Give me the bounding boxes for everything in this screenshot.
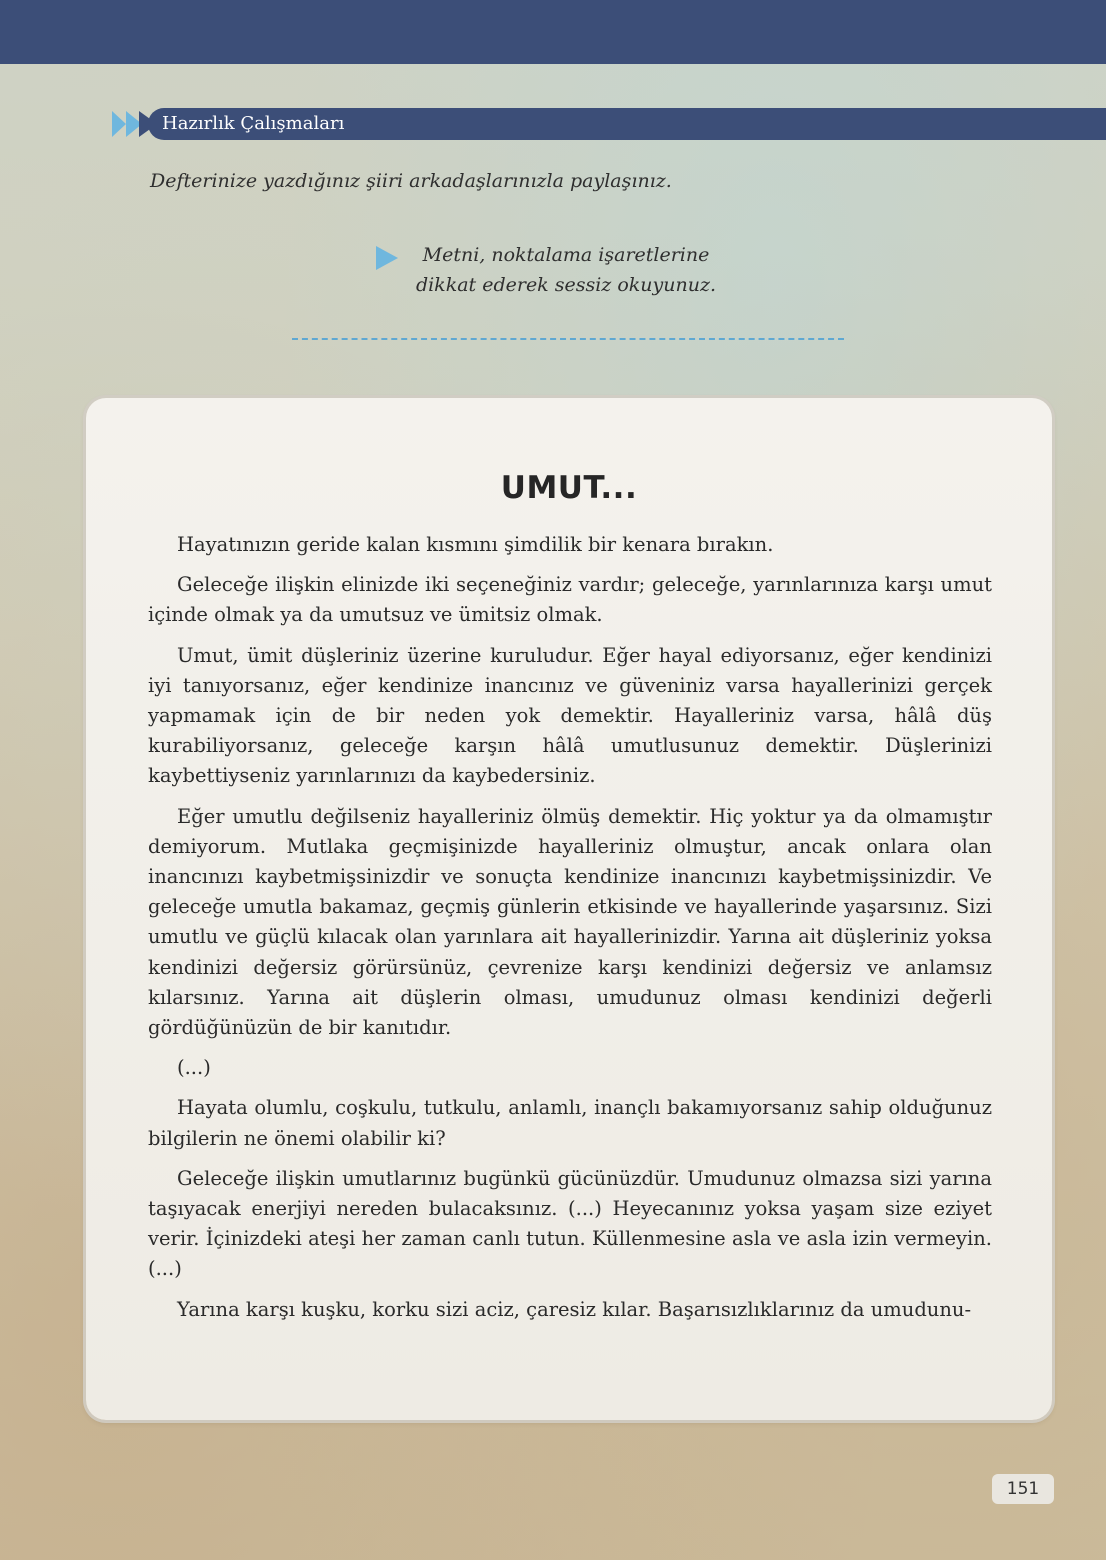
page-number: 151 xyxy=(992,1474,1054,1504)
article-title: UMUT... xyxy=(500,470,638,506)
paragraph: Geleceğe ilişkin umutlarınız bugünkü gücünüzdür. Umudunuz olmazsa sizi yarına taşıyacak enerjiyi nereden bulacaksınız. (...) Heyecanınız yoksa yaşam size eziyet verir. İçinizdeki ateşi her zaman canlı tutun. Küllenmesine asla ve asla izin vermeyin. (...) xyxy=(148,1166,992,1281)
paragraph: (...) xyxy=(177,1056,211,1080)
article-body xyxy=(148,530,992,1335)
chevron-right-icon xyxy=(139,111,157,137)
paragraph: Eğer umutlu değilseniz hayalleriniz ölmüş demektir. Hiç yoktur ya da olmamıştır demiyorum. Mutlaka geçmişinizde hayalleriniz olmuştur, ancak onlara olan inancınızı kaybetmişsinizdir ve sonuçta kendinize inancınızı kaybetmişsinizdir. Ve geleceğe umutla bakamaz, geçmiş günlerin etkisinde ve hayallerinde yaşarsınız. Sizi umutlu ve güçlü kılacak olan yarınlara ait hayallerinizdir. Yarına ait düşleriniz yoksa kendinizi değersiz görürsünüz, çevrenize karşı kendinizi değersiz ve anlamsız kılarsınız. Yarına ait düşlerin olması, umudunuz olması kendinizi değerli gördüğünüzün de bir kanıtıdır. xyxy=(148,804,992,1040)
section-header-label: Hazırlık Çalışmaları xyxy=(162,113,345,134)
chevron-right-icon xyxy=(112,111,126,137)
paragraph: Hayata olumlu, coşkulu, tutkulu, anlamlı, inançlı bakamıyorsanız sahip olduğunuz bilgilerin ne önemi olabilir ki? xyxy=(148,1096,992,1150)
reading-note-line-1: Metni, noktalama işaretlerine xyxy=(422,244,710,266)
play-arrow-icon xyxy=(376,246,398,270)
reading-note-text xyxy=(406,240,726,300)
paragraph: Umut, ümit düşleriniz üzerine kuruludur. Eğer hayal ediyorsanız, eğer kendinizi iyi tanıyorsanız, eğer kendinize inancınız ve güveniniz varsa hayallerinizi gerçek yapmamak için de bir neden yok demektir. Hayalleriniz varsa, hâlâ düş kurabiliyorsanız, geleceğe karşın hâlâ umutlusunuz demektir. Düşlerinizi kaybettiyseniz yarınlarınızı da kaybedersiniz. xyxy=(148,643,992,788)
paragraph: Yarına karşı kuşku, korku sizi aciz, çaresiz kılar. Başarısızlıklarınız da umudunu- xyxy=(177,1297,972,1321)
reading-note-line-2: dikkat ederek sessiz okuyunuz. xyxy=(415,274,717,296)
reading-text-card xyxy=(86,398,1052,1420)
reading-note xyxy=(376,238,756,302)
dashed-divider xyxy=(292,338,844,340)
instruction-text: Defterinize yazdığınız şiiri arkadaşlarınızla paylaşınız. xyxy=(150,170,672,192)
section-header xyxy=(112,108,1106,140)
paragraph: Geleceğe ilişkin elinizde iki seçeneğiniz vardır; geleceğe, yarınlarınıza karşı umut içinde olmak ya da umutsuz ve ümitsiz olmak. xyxy=(148,573,992,627)
paragraph: Hayatınızın geride kalan kısmını şimdilik bir kenara bırakın. xyxy=(177,533,774,556)
section-header-bar xyxy=(148,108,1106,140)
top-header-band xyxy=(0,0,1106,64)
